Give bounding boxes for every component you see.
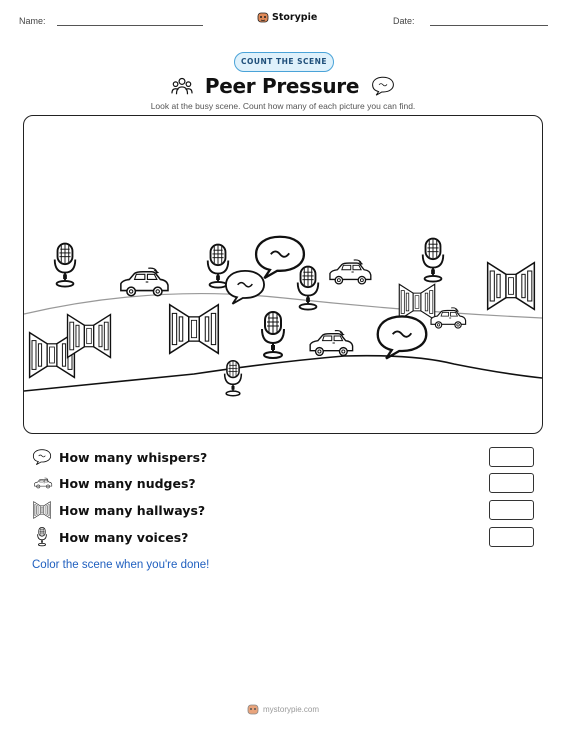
scene-hallway [170, 305, 219, 354]
header-row [0, 11, 566, 31]
speech-bubble-icon [371, 75, 395, 97]
question-hallways [32, 500, 542, 522]
scene-car [310, 331, 352, 356]
count-badge: COUNT THE SCENE [234, 52, 334, 72]
scene-hallway [68, 315, 111, 358]
answer-box-hallways[interactable] [489, 500, 534, 520]
speech-bubble-icon [32, 448, 52, 466]
scene-hallway [488, 263, 535, 310]
scene-speech-bubble [378, 316, 427, 358]
instructions: Look at the busy scene. Count how many of each picture you can find. [150, 101, 416, 111]
brand-name: Storypie [272, 11, 318, 23]
hallway-icon [32, 501, 52, 519]
question-nudges [32, 473, 542, 495]
answer-box-nudges[interactable] [489, 473, 534, 493]
scene-car [121, 268, 168, 296]
question-whispers [32, 447, 542, 469]
scene-speech-bubble [226, 271, 264, 304]
scene-illustration [24, 116, 542, 433]
scene-car [431, 308, 466, 328]
date-line[interactable] [430, 25, 548, 26]
name-label: Name: [19, 16, 46, 26]
ground-line [24, 356, 542, 391]
scene-speech-bubble [256, 237, 304, 278]
scene-picture [23, 115, 543, 434]
scene-microphone [262, 312, 284, 358]
scene-microphone [298, 267, 319, 310]
footer-url[interactable]: mystorypie.com [262, 704, 319, 714]
color-note: Color the scene when you're done! [32, 559, 210, 571]
question-text: How many voices? [59, 530, 189, 545]
storypie-logo-icon [247, 703, 259, 715]
question-voices [32, 527, 542, 549]
name-line[interactable] [57, 25, 203, 26]
scene-microphone [423, 239, 444, 282]
scene-car [330, 260, 371, 284]
title-row [0, 72, 566, 100]
brand [257, 11, 317, 23]
answer-box-voices[interactable] [489, 527, 534, 547]
microphone-icon [34, 527, 50, 547]
scene-microphone [225, 361, 242, 396]
horizon-line [24, 294, 542, 318]
question-text: How many nudges? [59, 476, 196, 491]
car-icon [32, 474, 54, 492]
scene-microphone [208, 245, 229, 288]
page-title: Peer Pressure [204, 74, 360, 98]
date-label: Date: [393, 16, 415, 26]
scene-hallway [399, 284, 434, 319]
storypie-logo-icon [257, 11, 269, 23]
question-text: How many hallways? [59, 503, 206, 518]
scene-microphone [55, 244, 76, 287]
footer [0, 703, 566, 715]
group-icon [171, 75, 193, 97]
question-text: How many whispers? [59, 450, 208, 465]
answer-box-whispers[interactable] [489, 447, 534, 467]
